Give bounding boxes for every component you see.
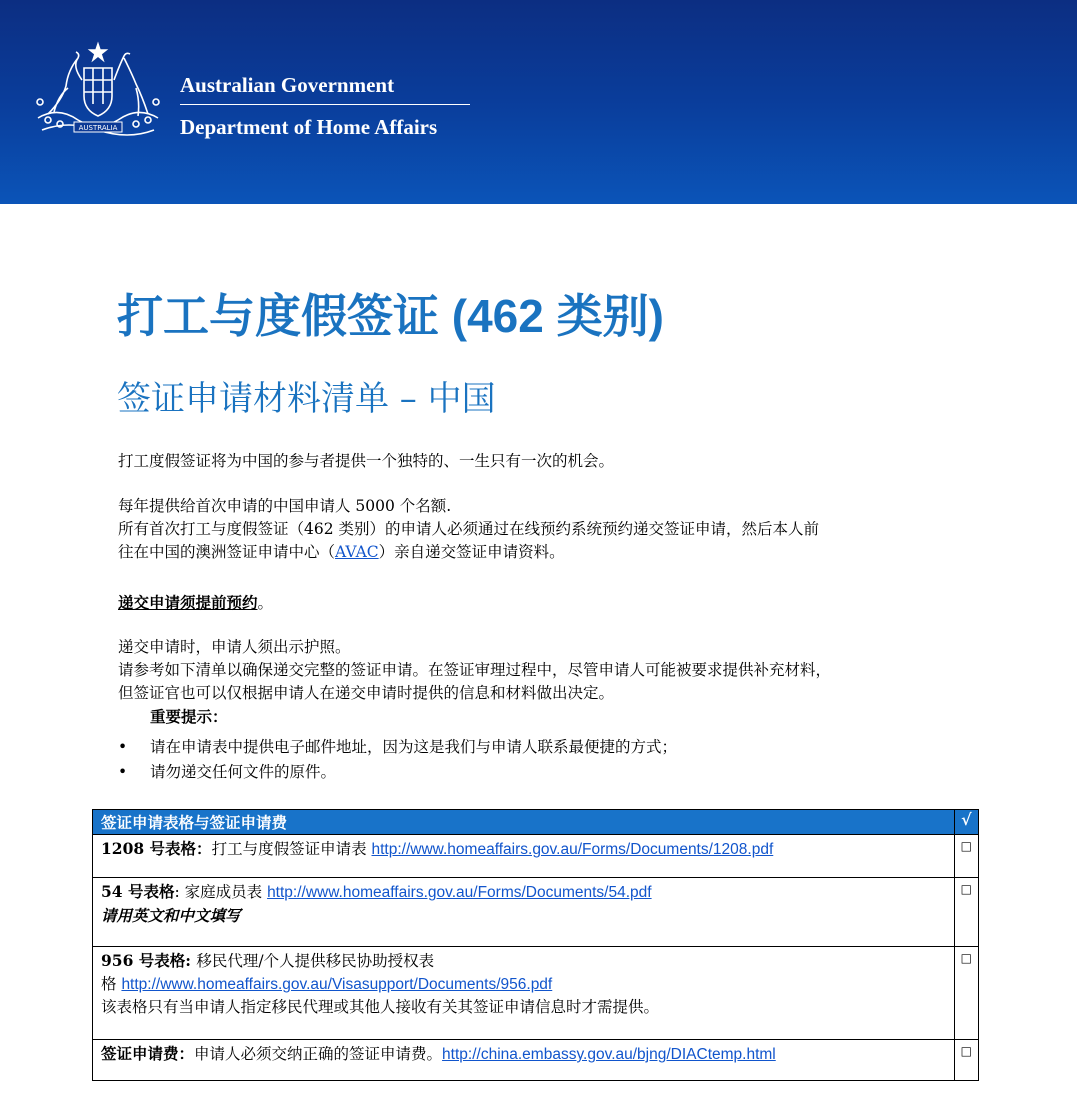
table-row: 1208 号表格：打工与度假签证申请表 http://www.homeaffairs.gov.au/Forms/Documents/1208.pdf □ — [93, 835, 979, 878]
appointment-notice — [118, 591, 273, 615]
table-header-title: 签证申请表格与签证申请费 — [93, 810, 955, 835]
important-bullet-list — [118, 735, 677, 785]
gov-line2: Department of Home Affairs — [180, 115, 438, 139]
first-time-line2-post: ）亲自递交签证申请资料。 — [378, 543, 565, 561]
form-956-link[interactable]: http://www.homeaffairs.gov.au/Visasupport/Documents/956.pdf — [121, 976, 553, 993]
first-time-line2 — [118, 541, 819, 564]
page-title: 打工与度假签证 (462 类别) — [117, 290, 664, 342]
form-1208-link[interactable]: http://www.homeaffairs.gov.au/Forms/Documents/1208.pdf — [371, 841, 774, 858]
visa-fee-link[interactable]: http://china.embassy.gov.au/bjng/DIACtemp.html — [442, 1046, 776, 1063]
appointment-tail: 。 — [257, 594, 274, 612]
form-1208-desc: 打工与度假签证申请表 — [211, 840, 372, 858]
bullet-icon: • — [118, 738, 128, 756]
bullet-text: 请勿递交任何文件的原件。 — [150, 763, 337, 781]
page-subtitle: 签证申请材料清单 – 中国 — [117, 379, 496, 419]
table-header-row — [93, 810, 979, 835]
first-time-line2-pre: 往在中国的澳洲签证申请中心（ — [118, 543, 336, 561]
quota-line: 每年提供给首次申请的中国申请人 5000 个名额. — [118, 497, 452, 515]
form-54-link[interactable]: http://www.homeaffairs.gov.au/Forms/Documents/54.pdf — [267, 884, 652, 901]
table-row: 54 号表格: 家庭成员表 http://www.homeaffairs.gov.au/Forms/Documents/54.pdf 请用英文和中文填写 □ — [93, 878, 979, 947]
intro-paragraph: 打工度假签证将为中国的参与者提供一个独特的、一生只有一次的机会。 — [118, 452, 615, 470]
checkbox-icon[interactable]: □ — [954, 947, 978, 1040]
quota-paragraph — [118, 495, 819, 564]
list-item — [118, 735, 677, 760]
table-row: 签证申请费：申请人必须交纳正确的签证申请费。http://china.embassy.gov.au/bjng/DIACtemp.html □ — [93, 1040, 979, 1081]
form-1208-label: 1208 号表格 — [101, 839, 197, 858]
government-wordmark — [180, 72, 470, 140]
important-label: 重要提示： — [150, 707, 228, 726]
table-row: 956 号表格: 移民代理/个人提供移民协助授权表 格 http://www.homeaffairs.gov.au/Visasupport/Documents/956.pdf 该表格只有当申请人指定移民代理或其他人接收有关其签证申请信息时才需提供。 □ — [93, 947, 979, 1040]
checklist-line2: 但签证官也可以仅根据申请人在递交申请时提供的信息和材料做出决定。 — [118, 684, 615, 702]
header-banner — [0, 0, 1077, 204]
form-54-note: 请用英文和中文填写 — [101, 906, 241, 925]
appointment-bold: 递交申请须提前预约 — [118, 593, 258, 612]
bullet-text: 请在申请表中提供电子邮件地址，因为这是我们与申请人联系最便捷的方式； — [150, 738, 678, 756]
checklist-paragraph — [118, 636, 831, 728]
checklist-line1: 请参考如下清单以确保递交完整的签证申请。在签证审理过程中，尽管申请人可能被要求提供补充材料， — [118, 661, 832, 679]
form-956-label: 956 号表格 — [101, 951, 186, 970]
avac-link[interactable]: AVAC — [335, 543, 379, 561]
first-time-line1: 所有首次打工与度假签证（462 类别）的申请人必须通过在线预约系统预约递交签证申请，然后本人前 — [118, 520, 820, 538]
gov-line1: Australian Government — [180, 73, 395, 97]
checkbox-icon[interactable]: □ — [954, 1040, 978, 1081]
checkbox-icon[interactable]: □ — [954, 835, 978, 878]
crest-scroll-text: AUSTRALIA — [78, 124, 118, 132]
passport-line: 递交申请时，申请人须出示护照。 — [118, 638, 351, 656]
list-item — [118, 760, 677, 785]
form-956-note: 该表格只有当申请人指定移民代理或其他人接收有关其签证申请信息时才需提供。 — [101, 998, 660, 1016]
visa-fee-label: 签证申请费 — [101, 1044, 179, 1063]
coat-of-arms-icon — [28, 40, 168, 144]
form-956-desc: 移民代理/个人提供移民协助授权表 — [196, 952, 435, 970]
wordmark-divider — [180, 104, 470, 105]
checkmark-icon: √ — [954, 810, 978, 835]
visa-fee-desc: 申请人必须交纳正确的签证申请费。 — [194, 1045, 443, 1063]
form-54-label: 54 号表格 — [101, 882, 175, 901]
bullet-icon: • — [118, 763, 128, 781]
form-54-desc: 家庭成员表 — [184, 883, 268, 901]
checklist-table — [92, 809, 979, 1081]
checkbox-icon[interactable]: □ — [954, 878, 978, 947]
